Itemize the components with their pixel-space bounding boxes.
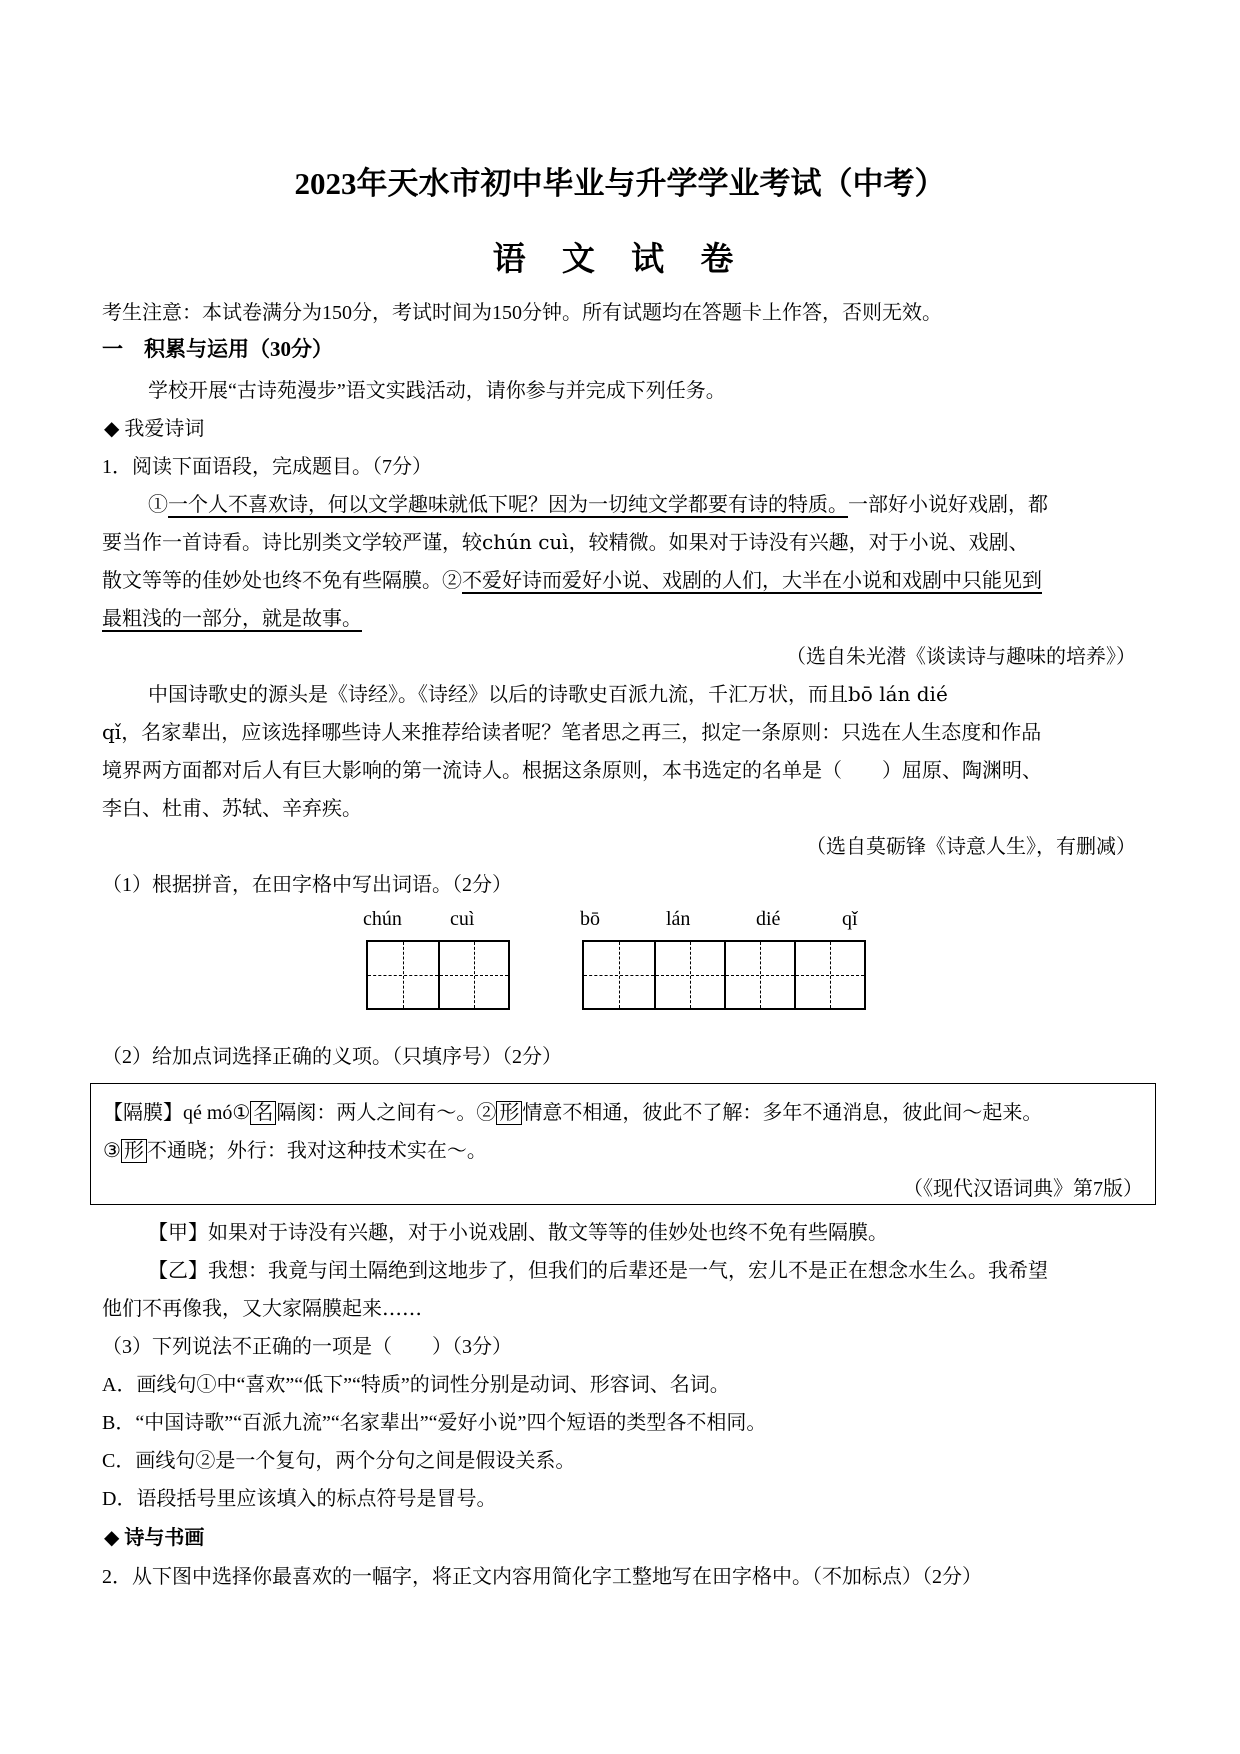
option-a: A．画线句①中“喜欢”“低下”“特质”的词性分别是动词、形容词、名词。 bbox=[102, 1374, 730, 1396]
passage1-line1 bbox=[148, 488, 1048, 517]
tianzige-cell[interactable] bbox=[438, 942, 508, 1008]
option-d: D．语段括号里应该填入的标点符号是冒号。 bbox=[102, 1488, 497, 1510]
example-jia: 【甲】如果对于诗没有兴趣，对于小说戏剧、散文等等的佳妙处也终不免有些隔膜。 bbox=[148, 1220, 888, 1244]
question-1-1: （1）根据拼音，在田字格中写出词语。（2分） bbox=[102, 874, 512, 896]
dictionary-line2 bbox=[103, 1134, 487, 1163]
dictionary-source: （《现代汉语词典》第7版） bbox=[903, 1178, 1143, 1200]
subsection-heading: ◆ 我爱诗词 bbox=[104, 418, 205, 440]
tianzige-grid-bolandieqi bbox=[582, 940, 866, 1010]
exam-title: 2023年天水市初中毕业与升学学业考试（中考） bbox=[294, 166, 946, 201]
passage1-line4: 最粗浅的一部分，就是故事。 bbox=[102, 606, 362, 630]
pinyin-label: dié bbox=[756, 908, 781, 930]
underlined-sentence-2: 不爱好诗而爱好小说、戏剧的人们，大半在小说和戏剧中只能见到 bbox=[462, 568, 1042, 592]
tianzige-cell[interactable] bbox=[368, 942, 438, 1008]
passage2-line4: 李白、杜甫、苏轼、辛弃疾。 bbox=[102, 796, 362, 820]
tianzige-grid-chuncui bbox=[366, 940, 510, 1010]
section-intro: 学校开展“古诗苑漫步”语文实践活动，请你参与并完成下列任务。 bbox=[148, 380, 726, 402]
pinyin-label: qǐ bbox=[842, 908, 858, 930]
tianzige-cell[interactable] bbox=[584, 942, 654, 1008]
tianzige-cell[interactable] bbox=[724, 942, 794, 1008]
passage1-line2: 要当作一首诗看。诗比别类文学较严谨，较chún cuì，较精微。如果对于诗没有兴趣，对于小说、戏剧、 bbox=[102, 530, 1029, 554]
dictionary-line1 bbox=[103, 1096, 1042, 1125]
passage2-line3: 境界两方面都对后人有巨大影响的第一流诗人。根据这条原则，本书选定的名单是（ ）屈原、陶渊明、 bbox=[102, 758, 1042, 782]
underlined-sentence-1: 一个人不喜欢诗，何以文学趣味就低下呢？因为一切纯文学都要有诗的特质。 bbox=[168, 492, 848, 516]
pinyin-label: cuì bbox=[450, 908, 475, 930]
passage1-line3 bbox=[102, 564, 1042, 593]
pos-tag: 形 bbox=[496, 1101, 522, 1125]
paper-subtitle: 语 文 试 卷 bbox=[492, 242, 748, 278]
dict-sense-1: 隔阂：两人之间有～。② bbox=[276, 1102, 497, 1124]
passage2-line1: 中国诗歌史的源头是《诗经》。《诗经》以后的诗歌史百派九流，千汇万状，而且bō lán dié bbox=[148, 682, 948, 706]
dict-sense-2: 情意不相通，彼此不了解：多年不通消息，彼此间～起来。 bbox=[522, 1102, 1043, 1124]
passage1-line3-start: 散文等等的佳妙处也终不免有些隔膜。② bbox=[102, 568, 462, 592]
pinyin-label: lán bbox=[666, 908, 691, 930]
example-yi-line2: 他们不再像我，又大家隔膜起来…… bbox=[102, 1296, 422, 1320]
example-yi-line1: 【乙】我想：我竟与闰土隔绝到这地步了，但我们的后辈还是一气，宏儿不是正在想念水生么。我希望 bbox=[148, 1258, 1048, 1282]
dictionary-entry-box bbox=[90, 1083, 1156, 1205]
option-c: C．画线句②是一个复句，两个分句之间是假设关系。 bbox=[102, 1450, 576, 1472]
section-heading: 一 积累与运用（30分） bbox=[102, 337, 333, 361]
dict-headword: 【隔膜】qé mó① bbox=[103, 1102, 251, 1124]
passage1-source: （选自朱光潜《谈读诗与趣味的培养》） bbox=[786, 646, 1136, 668]
dict-sense-3-num: ③ bbox=[103, 1140, 121, 1162]
exam-notice: 考生注意：本试卷满分为150分，考试时间为150分钟。所有试题均在答题卡上作答，否则无效。 bbox=[102, 302, 942, 324]
tianzige-cell[interactable] bbox=[654, 942, 724, 1008]
question-1-2: （2）给加点词选择正确的义项。（只填序号）（2分） bbox=[102, 1046, 562, 1068]
passage2-line2: qǐ，名家辈出，应该选择哪些诗人来推荐给读者呢？笔者思之再三，拟定一条原则：只选在人生态度和作品 bbox=[102, 720, 1042, 744]
pos-tag: 形 bbox=[121, 1139, 147, 1163]
question-2: 2．从下图中选择你最喜欢的一幅字，将正文内容用简化字工整地写在田字格中。（不加标点）（2分） bbox=[102, 1566, 982, 1588]
passage1-line1-rest: 一部好小说好戏剧，都 bbox=[848, 492, 1048, 516]
dict-sense-3: 不通晓；外行：我对这种技术实在～。 bbox=[146, 1140, 487, 1162]
pinyin-label: bō bbox=[580, 908, 600, 930]
passage2-source: （选自莫砺锋《诗意人生》，有删减） bbox=[806, 836, 1136, 858]
option-b: B．“中国诗歌”“百派九流”“名家辈出”“爱好小说”四个短语的类型各不相同。 bbox=[102, 1412, 767, 1434]
tianzige-cell[interactable] bbox=[794, 942, 864, 1008]
question-1-3: （3）下列说法不正确的一项是（ ）（3分） bbox=[102, 1336, 512, 1358]
sentence-number: ① bbox=[148, 492, 168, 516]
question-1: 1．阅读下面语段，完成题目。（7分） bbox=[102, 456, 432, 478]
subsection-heading-2: ◆ 诗与书画 bbox=[104, 1527, 205, 1549]
pos-tag: 名 bbox=[250, 1101, 276, 1125]
pinyin-label: chún bbox=[363, 908, 402, 930]
